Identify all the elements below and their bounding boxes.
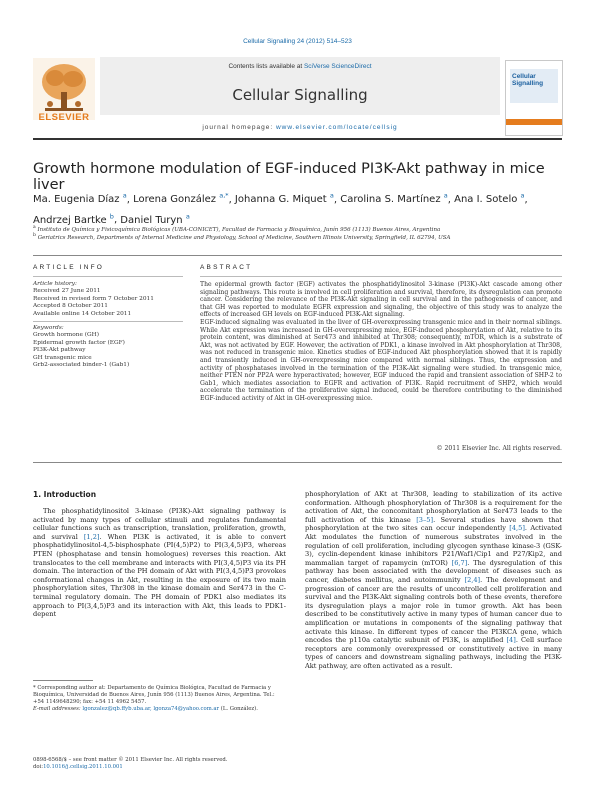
journal-cover-thumbnail[interactable] xyxy=(505,60,563,136)
body-text-run: . When PI3K is activated, it is able to convert phosphatidylinositol-4,5-bisphosphate (PI(4,5)P2) to PI(3,4,5)P3, whereas PTEN (phosphatase and tensin homologues) reverses this reaction. Akt translocates to the cell membrane and interacts with PI(3,4,5)P3 via its PH domain. The interaction of the PH domain of Akt with PI(3,4,5)P3 provokes conformational changes in Akt, resulting in the exposure of its two main phosphorylation sites, Thr308 in the kinase domain and Ser473 in the C-terminal regulatory domain. The PH domain of PDK1 also mediates its approach to PI(3,4,5)P3 and its interaction with Akt, this leads to PDK1-depent xyxy=(33,532,286,619)
keyword: GH transgenic mice xyxy=(33,354,92,361)
header-rule xyxy=(33,138,562,140)
homepage-link[interactable]: www.elsevier.com/locate/cellsig xyxy=(275,124,398,131)
doi-link[interactable]: 10.1016/j.cellsig.2011.10.001 xyxy=(43,764,123,770)
keyword: Epidermal growth factor (EGF) xyxy=(33,339,125,346)
issn-doi xyxy=(33,757,286,771)
history-label: Article history: xyxy=(33,281,77,287)
journal-reference[interactable]: Cellular Signalling 24 (2012) 514–523 xyxy=(243,38,352,45)
citation-link[interactable]: [6,7] xyxy=(451,558,468,567)
body-text-run: . The development and progression of cancer are the results of uncontrolled cell proliferation and survival and the PI3K-Akt signaling controls both of these events, therefore its dysregulation plays a major role in tumor growth. Akt has been described to be constitutively active in many types of human cancer due to amplification or mutations in components of the signaling pathway that activate this kinase. In different types of cancer the PI3KCA gene, which encodes the p110a catalytic subunit of PI3K, is amplified xyxy=(305,575,563,645)
body-text-run: The phosphatidylinositol 3-kinase (PI3K)-Akt signaling pathway is activated by many types of cellular stimuli and regulates fundamental cellular functions such as transcription, translation, proliferation, growth, and survival xyxy=(33,507,286,541)
abstract-body xyxy=(200,281,562,403)
contents-prefix: Contents lists available at xyxy=(228,63,304,70)
sciencedirect-link[interactable]: SciVerse ScienceDirect xyxy=(303,63,372,70)
affiliation: $^b$ Geriatrics Research, Departments of Internal Medicine and Physiology, School of Medicine, Southern Illinois University, Springfield, IL 62794, USA xyxy=(33,233,451,241)
author[interactable]: Ma. Eugenia Díaz $^a$ xyxy=(33,192,127,206)
citation-link[interactable]: [4] xyxy=(506,636,516,645)
body-text-run: . Cell surface receptors are commonly overexpressed or constitutively active in many types of cancers and downstream signaling pathways, including the PI3K-Akt pathway, are often activated as a result. xyxy=(305,636,562,670)
history-item: Accepted 8 October 2011 xyxy=(33,303,108,310)
keyword: PI3K-Akt pathway xyxy=(33,347,86,354)
citation-link[interactable]: [3–5] xyxy=(416,515,434,524)
footnote-rule xyxy=(33,680,93,681)
body-text-run: . Activated Akt modulates the function of numerous substrates involved in the regulation of cell proliferation, including glycogen synthase kinase-3 (GSK-3), cyclin-dependent kinase inhibitors P21/Waf1/Cip1 and P27/Kip2, and mammalian target of rapamycin (mTOR) xyxy=(305,524,562,567)
abstract-bottom-rule xyxy=(33,462,562,463)
body-text-run: . Several studies have shown that phosphorylation at the two sites can occur independently xyxy=(305,515,562,533)
article-title: Growth hormone modulation of EGF-induced PI3K-Akt pathway in mice liver xyxy=(33,161,545,193)
section-heading-introduction: 1. Introduction xyxy=(33,490,97,499)
section-rule xyxy=(33,255,562,256)
author[interactable]: Lorena González $^{a,*}$ xyxy=(133,192,229,206)
elsevier-tree-logo xyxy=(33,58,95,120)
email-line: E-mail addresses: lgonzalez@qb.ffyb.uba.ar, lgonza74@yahoo.com.ar (L. González). xyxy=(33,705,258,712)
history-item: Received in revised form 7 October 2011 xyxy=(33,295,154,302)
author[interactable]: Andrzej Bartke $^b$ xyxy=(33,212,114,226)
body-column-left xyxy=(33,507,286,619)
history-item: Available online 14 October 2011 xyxy=(33,310,132,317)
body-paragraph xyxy=(305,490,562,670)
email-links[interactable]: lgonzalez@qb.ffyb.uba.ar, lgonza74@yahoo.com.ar xyxy=(82,705,220,712)
keywords-label: Keywords: xyxy=(33,325,64,332)
journal-title: Cellular Signalling xyxy=(232,86,368,104)
citation-link[interactable]: [1,2] xyxy=(83,532,100,541)
body-column-right xyxy=(305,490,562,670)
citation-link[interactable]: [2,4] xyxy=(464,575,481,584)
abstract-paragraph: The epidermal growth factor (EGF) activates the phosphatidylinositol 3-kinase (PI3K)-Akt cascade among other signaling pathways. This route is involved in cell proliferation and survival, therefore, its dysregulation can promote cancer. Considering the relevance of the PI3K-Akt signaling in cell survival and in the pathogenesis of cancer, and that GH was reported to modulate EGFR expression and signaling, the objective of this study was to analyze the effects of increased GH levels on EGF-induced PI3K-Akt signaling. xyxy=(200,281,562,319)
keyword: Growth hormone (GH) xyxy=(33,332,99,339)
homepage-prefix: journal homepage: xyxy=(202,124,276,131)
abstract-rule xyxy=(200,276,562,277)
keywords-rule xyxy=(33,321,183,322)
abstract-paragraph: EGF-induced signaling was evaluated in the liver of GH-overexpressing transgenic mice and in their normal siblings. While Akt expression was increased in GH-overexpressing mice, EGF-induced phosphorylation of Akt, relative to its protein content, was diminished at Ser473 and inhibited at Thr308; consequently, mTOR, which is a substrate of Akt, was not activated by EGF. However, the activation of PDK1, a kinase involved in Akt phosphorylation at Thr308, was not reduced in transgenic mice. Kinetics studies of EGF-induced Akt phosphorylation showed that it is rapidly and transiently induced in GH-overexpressing mice compared with normal siblings. Thus, the expression and activity of phosphatases involved in the termination of the PI3K-Akt signaling were studied. In transgenic mice, neither PTEN nor PP2A were hyperactivated; however, EGF induced the rapid and transient association of SHP-2 to Gab1, which mediates association to EGFR and activation of PI3K. Rapid recruitment of SHP2, which would accelerate the termination of the proliferative signal induced, could be therefore contributing to the diminished EGF-induced activity of Akt in GH-overexpressing mice. xyxy=(200,318,562,402)
cover-band xyxy=(506,119,562,125)
body-paragraph xyxy=(33,507,286,619)
author[interactable]: Ana I. Sotelo $^a$ xyxy=(454,192,525,206)
author[interactable]: Carolina S. Martínez $^a$ xyxy=(340,192,448,206)
abstract-heading: ABSTRACT xyxy=(200,264,253,271)
body-text-run: . The dysregulation of this pathway has been associated with the development of diseases such as cancer, diabetes mellitus, and autoimmunity xyxy=(305,558,562,584)
affiliation: $^a$ Instituto de Química y Fisicoquímica Biológicas (UBA-CONICET), Facultad de Farmacia y Bioquímica, Junín 956 (1113) Buenos Aires, Argentina xyxy=(33,225,441,233)
article-info xyxy=(33,281,183,369)
contents-available-line xyxy=(100,63,500,70)
body-text-run: phosphorylation of AKt at Thr308, leading to stabilization of its active conformation. Although phosphorylation of Thr308 is a requirement for the activation of Akt, the concomitant phosphorylation at Ser473 leads to the full activation of this kinase xyxy=(305,490,562,524)
journal-homepage xyxy=(100,124,500,131)
cover-title: Cellular Signalling xyxy=(512,73,544,87)
issn-line: 0898-6568/$ – see front matter © 2011 Elsevier Inc. All rights reserved. xyxy=(33,757,228,763)
article-info-heading: ARTICLE INFO xyxy=(33,264,105,271)
history-item: Received 27 June 2011 xyxy=(33,288,101,295)
publisher-logo-text: ELSEVIER xyxy=(38,112,90,123)
corresponding-author: * Corresponding author at: Departamento de Química Biológica, Facultad de Farmacia y Bioquímica, Universidad de Buenos Aires, Junín 956 (1113) Buenos Aires, Argentina. Tel.: +54 1149648290; fax: +54 11 4962 5457. xyxy=(33,685,275,705)
citation-link[interactable]: [4,5] xyxy=(509,524,525,533)
author-list: Ma. Eugenia Díaz $^a$, Lorena González $^{a,*}$, Johanna G. Miquet $^a$, Carolina S. Martínez $^a$, Ana I. Sotelo $^a$, Andrzej Bartke $^b$, Daniel Turyn $^a$ xyxy=(33,192,528,226)
corresponding-author-footnote xyxy=(33,685,286,713)
copyright-notice: © 2011 Elsevier Inc. All rights reserved. xyxy=(436,445,562,452)
keyword: Grb2-associated binder-1 (Gab1) xyxy=(33,362,130,369)
article-info-rule xyxy=(33,276,183,277)
author[interactable]: Johanna G. Miquet $^a$ xyxy=(234,192,334,206)
doi-line: doi:10.1016/j.cellsig.2011.10.001 xyxy=(33,764,123,770)
author[interactable]: Daniel Turyn $^a$ xyxy=(120,212,190,226)
